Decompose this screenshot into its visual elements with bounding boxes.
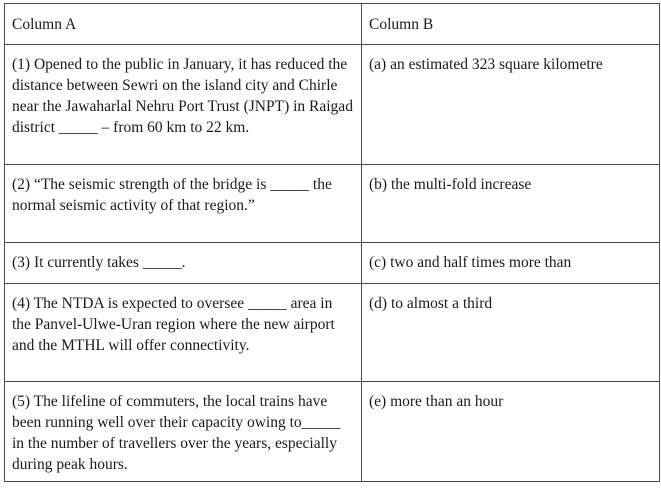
column-a-header: Column A xyxy=(5,4,362,45)
column-b-cell: (d) to almost a third xyxy=(362,284,660,382)
table-row xyxy=(5,284,660,382)
matching-table xyxy=(4,3,660,482)
table-header-row xyxy=(5,4,660,45)
column-a-cell: (2) “The seismic strength of the bridge is _____ the normal seismic activity of that region.” xyxy=(5,165,362,243)
column-a-cell: (5) The lifeline of commuters, the local trains have been running well over their capacity owing to_____ in the number of travellers over the years, especially during peak hours. xyxy=(5,382,362,482)
column-b-cell: (c) two and half times more than xyxy=(362,243,660,284)
column-a-cell: (3) It currently takes _____. xyxy=(5,243,362,284)
column-b-header: Column B xyxy=(362,4,660,45)
table-row xyxy=(5,382,660,482)
table-row xyxy=(5,243,660,284)
table-row xyxy=(5,45,660,165)
column-b-cell: (e) more than an hour xyxy=(362,382,660,482)
table-row xyxy=(5,165,660,243)
column-a-cell: (4) The NTDA is expected to oversee _____ area in the Panvel-Ulwe-Uran region where the new airport and the MTHL will offer connectivity. xyxy=(5,284,362,382)
column-b-cell: (b) the multi-fold increase xyxy=(362,165,660,243)
column-b-cell: (a) an estimated 323 square kilometre xyxy=(362,45,660,165)
column-a-cell: (1) Opened to the public in January, it has reduced the distance between Sewri on the island city and Chirle near the Jawaharlal Nehru Port Trust (JNPT) in Raigad district _____ – from 60 km to 22 km. xyxy=(5,45,362,165)
